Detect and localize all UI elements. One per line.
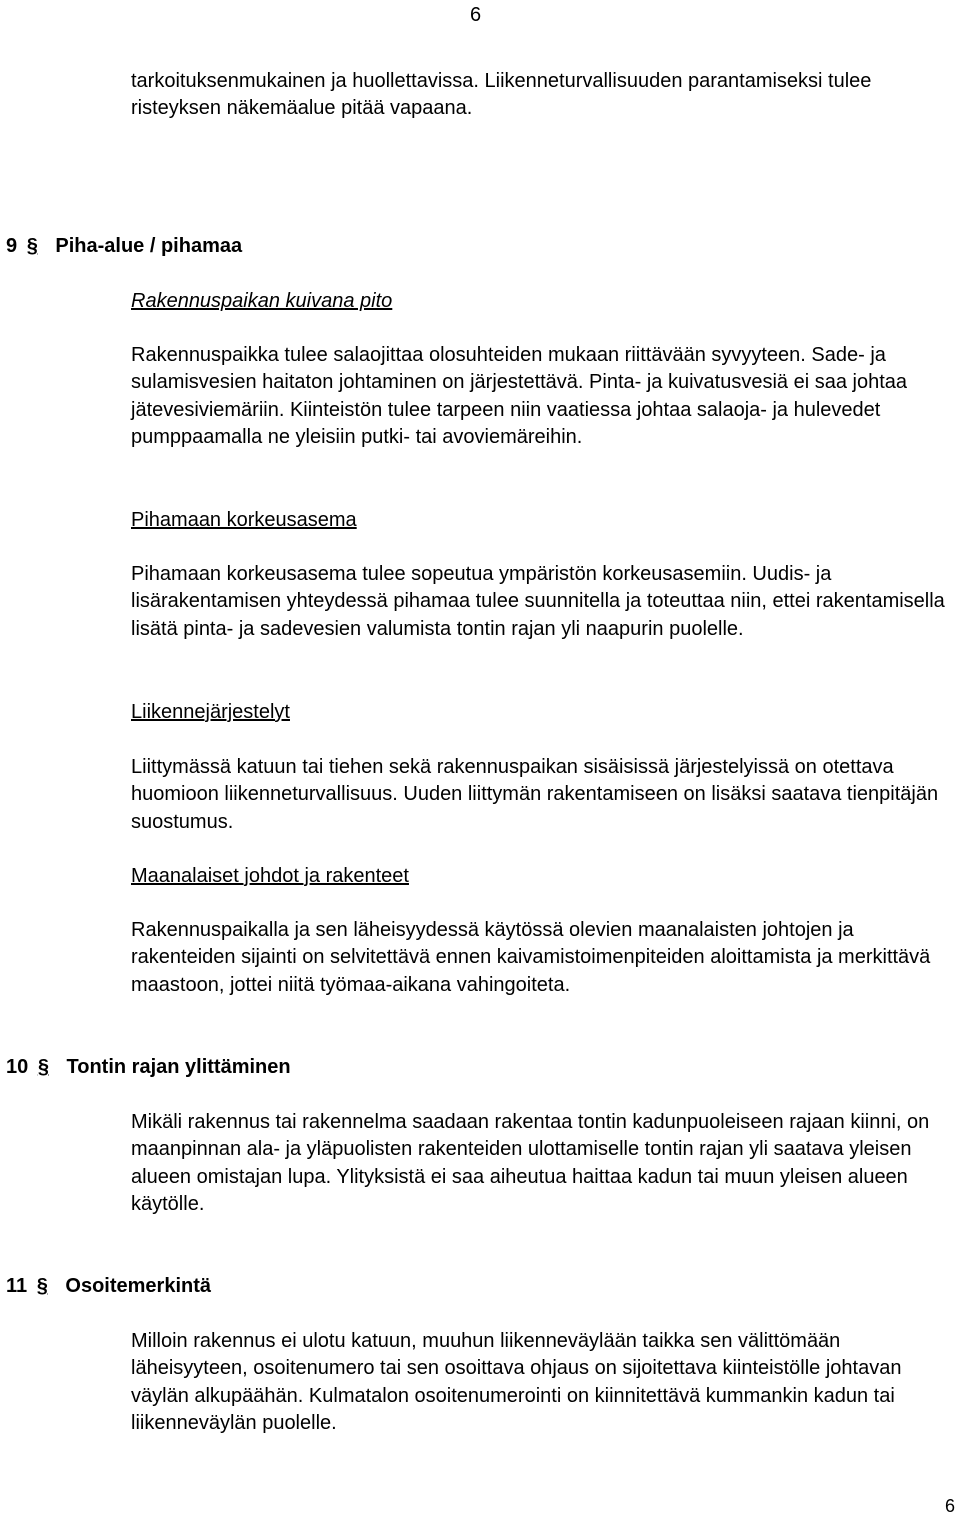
section-9-sub3-text: Liittymässä katuun tai tiehen sekä rakennuspaikan sisäisissä järjestelyissä on otettava huomioon liikenneturvallisuus. Uuden liittymän rakentamiseen on lisäksi saatava tienpitäjän suostumus. xyxy=(131,756,939,833)
page-number-bottom: 6 xyxy=(945,1496,956,1516)
section-9-title: Piha-alue / pihamaa xyxy=(55,235,243,257)
section-10-number: 10 xyxy=(6,1056,29,1078)
section-9-heading xyxy=(6,233,242,260)
page-number-top: 6 xyxy=(470,4,482,26)
section-11-heading xyxy=(6,1273,211,1300)
section-11-text: Milloin rakennus ei ulotu katuun, muuhun liikenneväylään taikka sen välittömään läheisyyteen, osoitenumero tai sen osoittava ohjaus on sijoitettava kiinteistölle johtavan väylän alkupäähän. Kulmatalon osoitenumerointi on kiinnitettävä kummankin kadun tai liikenneväylän puolelle. xyxy=(131,1330,902,1434)
section-9-number: 9 xyxy=(6,235,18,257)
section-9-sub3-heading: Liikennejärjestelyt xyxy=(131,701,290,723)
intro-paragraph: tarkoituksenmukainen ja huollettavissa. Liikenneturvallisuuden parantamiseksi tulee risteyksen näkemäalue pitää vapaana. xyxy=(131,70,872,120)
section-10-text: Mikäli rakennus tai rakennelma saadaan rakentaa tontin kadunpuoleiseen rajaan kiinni, on maanpinnan ala- ja yläpuolisten rakenteiden ulottamiselle tontin rajan yli saatava yleisen alueen omistajan lupa. Ylityksistä ei saa aiheutua haittaa kadun tai muun yleisen alueen käytölle. xyxy=(131,1111,930,1215)
section-11-symbol: § xyxy=(36,1275,48,1297)
section-9-sub2-heading: Pihamaan korkeusasema xyxy=(131,509,357,531)
section-9-symbol: § xyxy=(26,235,38,257)
section-10-title: Tontin rajan ylittäminen xyxy=(66,1056,291,1078)
section-9-sub4-heading: Maanalaiset johdot ja rakenteet xyxy=(131,865,409,887)
section-11-title: Osoitemerkintä xyxy=(65,1275,212,1297)
section-9-sub1-text: Rakennuspaikka tulee salaojittaa olosuhteiden mukaan riittävään syvyyteen. Sade- ja sulamisvesien haitaton johtaminen on järjestettävä. Pinta- ja kuivatusvesiä ei saa johtaa jätevesiviemäriin. Kiinteistön tulee tarpeen niin vaatiessa johtaa salaoja- ja hulevedet pumppaamalla ne yleisiin putki- tai avoviemäreihin. xyxy=(131,344,907,448)
section-9-sub1-heading: Rakennuspaikan kuivana pito xyxy=(131,290,393,312)
section-11-number: 11 xyxy=(6,1275,28,1297)
section-9-sub4-text: Rakennuspaikalla ja sen läheisyydessä käytössä olevien maanalaisten johtojen ja rakenteiden sijainti on selvitettävä ennen kaivamistoimenpiteiden aloittamista ja merkittävä maastoon, jottei niitä työmaa-aikana vahingoiteta. xyxy=(131,919,931,996)
section-10-heading xyxy=(6,1054,291,1081)
section-9-sub2-text: Pihamaan korkeusasema tulee sopeutua ympäristön korkeusasemiin. Uudis- ja lisärakentamisen yhteydessä pihamaa tulee suunnitella ja toteuttaa niin, ettei rakentamisella lisätä pinta- ja sadevesien valumista tontin rajan yli naapurin puolelle. xyxy=(131,563,945,640)
section-10-symbol: § xyxy=(37,1056,49,1078)
